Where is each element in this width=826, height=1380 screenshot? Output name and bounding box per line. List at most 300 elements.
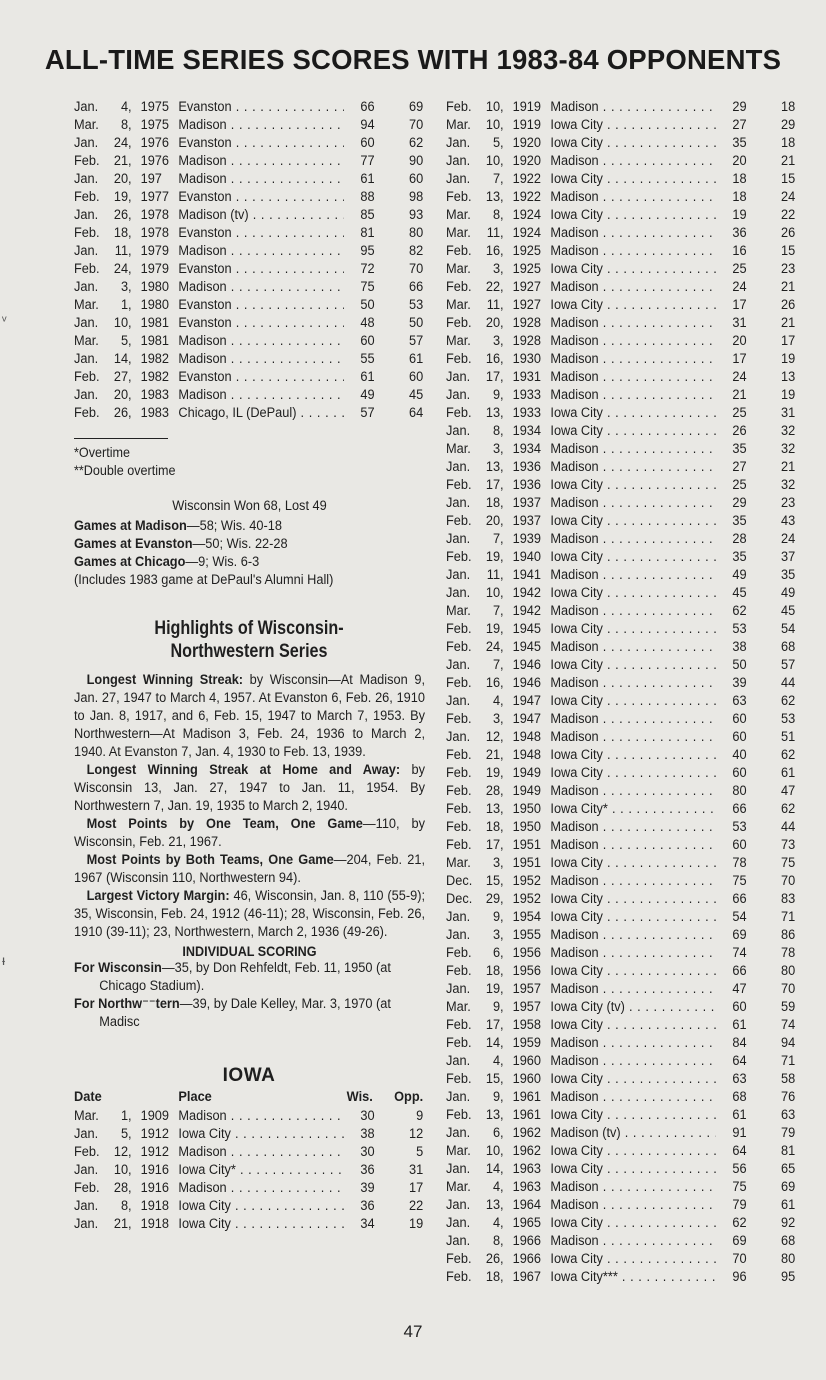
wisconsin-score: 94 xyxy=(344,116,375,134)
game-year: 1925 xyxy=(512,243,542,259)
game-day: 13, xyxy=(485,459,504,475)
score-row xyxy=(74,98,424,116)
highlight-most-points-one-team: Most Points by One Team, One Game—110, by Wisconsin, Feb. 21, 1967. xyxy=(74,816,425,850)
game-place: Madison . . . xyxy=(550,224,743,242)
score-row xyxy=(74,134,424,152)
game-place: Madison . . . xyxy=(550,152,743,170)
game-year: 1946 xyxy=(512,657,542,673)
game-year: 1909 xyxy=(140,1108,170,1124)
game-year: 1950 xyxy=(512,801,542,817)
game-month: Mar. xyxy=(446,117,471,133)
game-place: Madison . . . xyxy=(550,818,743,836)
wisconsin-score: 62 xyxy=(716,602,747,620)
score-row xyxy=(446,980,796,998)
opponent-score: 79 xyxy=(780,1125,796,1141)
footnote-overtime: *Overtime xyxy=(74,444,131,460)
wisconsin-score: 39 xyxy=(716,674,747,692)
game-month: Feb. xyxy=(446,315,472,331)
game-year: 1941 xyxy=(512,567,542,583)
game-place: Madison . . . xyxy=(178,386,371,404)
wisconsin-score: 53 xyxy=(716,818,747,836)
opponent-score: 45 xyxy=(780,603,796,619)
game-place: Madison . . . xyxy=(550,782,743,800)
game-year: 1965 xyxy=(512,1215,542,1231)
wisconsin-score: 60 xyxy=(716,728,747,746)
opponent-score: 74 xyxy=(780,1017,796,1033)
wisconsin-score: 61 xyxy=(344,170,375,188)
wisconsin-score: 39 xyxy=(344,1179,375,1197)
game-day: 19, xyxy=(485,621,504,637)
opponent-score: 90 xyxy=(408,153,424,169)
game-month: Jan. xyxy=(446,171,471,187)
game-month: Mar. xyxy=(446,999,471,1015)
game-year: 1931 xyxy=(512,369,542,385)
score-row xyxy=(446,260,796,278)
opponent-score: 61 xyxy=(408,351,424,367)
page-title: ALL-TIME SERIES SCORES WITH 1983-84 OPPONENTS xyxy=(44,44,782,75)
game-month: Jan. xyxy=(74,171,99,187)
opponent-score: 17 xyxy=(780,333,796,349)
game-year: 1916 xyxy=(140,1162,170,1178)
game-month: Mar. xyxy=(446,1179,471,1195)
game-day: 8, xyxy=(492,423,504,439)
game-year: 1927 xyxy=(512,279,542,295)
game-place: Iowa City . . . xyxy=(550,134,743,152)
score-row xyxy=(446,296,796,314)
score-row xyxy=(446,764,796,782)
game-month: Mar. xyxy=(446,297,471,313)
game-month: Jan. xyxy=(446,729,471,745)
game-day: 3, xyxy=(492,711,504,727)
opponent-score: 62 xyxy=(780,747,796,763)
game-day: 13, xyxy=(485,801,504,817)
opponent-score: 9 xyxy=(416,1108,424,1124)
game-place: Iowa City . . . xyxy=(550,1106,743,1124)
game-month: Feb. xyxy=(446,783,472,799)
game-month: Jan. xyxy=(446,387,471,403)
score-row xyxy=(446,1268,796,1286)
game-place: Iowa City . . . xyxy=(550,404,743,422)
chicago-note: (Includes 1983 game at DePaul's Alumni Hall) xyxy=(74,572,334,588)
opponent-score: 22 xyxy=(408,1198,424,1214)
game-day: 19, xyxy=(113,189,132,205)
game-year: 1961 xyxy=(512,1107,542,1123)
opponent-score: 50 xyxy=(408,315,424,331)
game-day: 5, xyxy=(492,135,504,151)
score-row xyxy=(74,1107,424,1125)
game-year: 1966 xyxy=(512,1233,542,1249)
game-year: 1956 xyxy=(512,945,542,961)
opponent-score: 35 xyxy=(780,567,796,583)
game-month: Mar. xyxy=(446,225,471,241)
opponent-score: 76 xyxy=(780,1089,796,1105)
game-year: 1916 xyxy=(140,1180,170,1196)
game-month: Dec. xyxy=(446,873,473,889)
wisconsin-score: 61 xyxy=(716,1016,747,1034)
game-month: Mar. xyxy=(446,1143,471,1159)
game-year: 1978 xyxy=(140,207,170,223)
game-place: Madison . . . xyxy=(550,674,743,692)
wisconsin-score: 25 xyxy=(716,476,747,494)
game-day: 9, xyxy=(492,387,504,403)
opponent-score: 61 xyxy=(780,1197,796,1213)
game-place: Evanston . . . xyxy=(178,134,371,152)
game-month: Jan. xyxy=(74,279,99,295)
game-month: Jan. xyxy=(74,1216,99,1232)
game-place: Madison . . . xyxy=(550,1196,743,1214)
game-year: 1928 xyxy=(512,315,542,331)
score-row xyxy=(446,152,796,170)
score-row xyxy=(74,206,424,224)
col-wis-header: Wis. xyxy=(346,1089,373,1105)
game-year: 1966 xyxy=(512,1251,542,1267)
game-place: Iowa City . . . xyxy=(550,1214,743,1232)
game-place: Iowa City* . . . xyxy=(178,1161,371,1179)
opponent-score: 81 xyxy=(780,1143,796,1159)
game-month: Jan. xyxy=(446,1215,471,1231)
score-row xyxy=(446,620,796,638)
game-month: Jan. xyxy=(446,657,471,673)
game-day: 21, xyxy=(113,1216,132,1232)
game-month: Jan. xyxy=(74,315,99,331)
game-place: Iowa City . . . xyxy=(550,206,743,224)
game-day: 12, xyxy=(113,1144,132,1160)
game-day: 12, xyxy=(485,729,504,745)
iowa-heading: IOWA xyxy=(222,1065,276,1086)
score-row xyxy=(446,458,796,476)
opponent-score: 32 xyxy=(780,441,796,457)
game-month: Feb. xyxy=(446,837,472,853)
game-day: 9, xyxy=(492,999,504,1015)
game-month: Jan. xyxy=(446,1233,471,1249)
score-row xyxy=(446,314,796,332)
opponent-score: 63 xyxy=(780,1107,796,1123)
score-row xyxy=(446,566,796,584)
game-day: 24, xyxy=(485,639,504,655)
score-row xyxy=(74,242,424,260)
highlight-most-points-both-teams: Most Points by Both Teams, One Game—204, Feb. 21, 1967 (Wisconsin 110, Northwestern 94). xyxy=(74,852,425,886)
highlight-home-away-streak: Longest Winning Streak at Home and Away: by Wisconsin 13, Jan. 27, 1947 to Jan. 11, 1954. By Northwestern 7, Jan. 19, 1935 to March 2, 1940. xyxy=(74,762,425,814)
wisconsin-score: 30 xyxy=(344,1143,375,1161)
game-place: Madison . . . xyxy=(550,188,743,206)
game-day: 16, xyxy=(485,675,504,691)
opponent-score: 21 xyxy=(780,279,796,295)
opponent-score: 78 xyxy=(780,945,796,961)
opponent-score: 23 xyxy=(780,495,796,511)
game-day: 20, xyxy=(113,387,132,403)
game-place: Iowa City . . . xyxy=(550,422,743,440)
opponent-score: 53 xyxy=(408,297,424,313)
wisconsin-score: 66 xyxy=(716,800,747,818)
game-month: Feb. xyxy=(446,1251,472,1267)
game-day: 14, xyxy=(485,1161,504,1177)
game-day: 10, xyxy=(485,117,504,133)
wisconsin-score: 57 xyxy=(344,404,375,422)
opponent-score: 83 xyxy=(780,891,796,907)
wisconsin-score: 18 xyxy=(716,170,747,188)
game-month: Jan. xyxy=(446,585,471,601)
opponent-score: 86 xyxy=(780,927,796,943)
game-month: Feb. xyxy=(74,1144,100,1160)
opponent-score: 17 xyxy=(408,1180,424,1196)
wisconsin-score: 78 xyxy=(716,854,747,872)
game-day: 3, xyxy=(492,261,504,277)
game-day: 18, xyxy=(485,1269,504,1285)
wisconsin-score: 60 xyxy=(716,764,747,782)
wisconsin-score: 28 xyxy=(716,530,747,548)
wisconsin-score: 50 xyxy=(344,296,375,314)
opponent-score: 44 xyxy=(780,675,796,691)
game-month: Feb. xyxy=(74,405,100,421)
game-place: Iowa City . . . xyxy=(550,116,743,134)
score-row xyxy=(446,656,796,674)
game-place: Madison . . . xyxy=(178,332,371,350)
wisconsin-score: 50 xyxy=(716,656,747,674)
game-year: 1956 xyxy=(512,963,542,979)
game-year: 1936 xyxy=(512,477,542,493)
opponent-score: 18 xyxy=(780,135,796,151)
game-place: Madison . . . xyxy=(550,602,743,620)
opponent-score: 13 xyxy=(780,369,796,385)
wisconsin-score: 56 xyxy=(716,1160,747,1178)
game-day: 11, xyxy=(486,225,504,241)
game-month: Feb. xyxy=(74,1180,100,1196)
score-row xyxy=(74,152,424,170)
game-day: 3, xyxy=(120,279,132,295)
margin-mark: ᵻ xyxy=(2,952,6,968)
wisconsin-score: 96 xyxy=(716,1268,747,1286)
wisconsin-score: 75 xyxy=(716,872,747,890)
game-month: Feb. xyxy=(446,675,472,691)
game-day: 3, xyxy=(492,441,504,457)
games-at-evanston: Games at Evanston—50; Wis. 22-28 xyxy=(74,536,288,552)
game-month: Feb. xyxy=(446,945,472,961)
game-place: Madison . . . xyxy=(178,1143,371,1161)
footnote-rule xyxy=(74,438,168,439)
score-row xyxy=(446,116,796,134)
game-year: 1940 xyxy=(512,549,542,565)
score-row xyxy=(446,350,796,368)
game-place: Iowa City . . . xyxy=(550,656,743,674)
game-year: 197 xyxy=(140,171,162,187)
game-place: Chicago, IL (DePaul) . . . xyxy=(178,404,371,422)
score-row xyxy=(446,278,796,296)
game-month: Feb. xyxy=(74,153,100,169)
game-day: 4, xyxy=(492,1179,504,1195)
game-month: Jan. xyxy=(446,567,471,583)
game-year: 1951 xyxy=(512,855,542,871)
game-place: Iowa City . . . xyxy=(550,1250,743,1268)
game-month: Feb. xyxy=(446,639,472,655)
opponent-score: 53 xyxy=(780,711,796,727)
opponent-score: 32 xyxy=(780,423,796,439)
wisconsin-score: 16 xyxy=(716,242,747,260)
individual-for-northwestern: For Northw⁻⁻tern—39, by Dale Kelley, Mar. 3, 1970 (at Madisc xyxy=(74,996,391,1030)
game-day: 26, xyxy=(113,405,132,421)
wisconsin-score: 64 xyxy=(716,1142,747,1160)
score-row xyxy=(446,404,796,422)
opponent-score: 71 xyxy=(780,909,796,925)
game-month: Feb. xyxy=(74,369,100,385)
northwestern-scores-table xyxy=(74,98,424,422)
game-day: 9, xyxy=(492,909,504,925)
col-place-header: Place xyxy=(178,1089,212,1105)
game-day: 11, xyxy=(114,243,132,259)
game-place: Iowa City . . . xyxy=(550,620,743,638)
game-day: 13, xyxy=(485,189,504,205)
game-year: 1957 xyxy=(512,999,542,1015)
wisconsin-score: 91 xyxy=(716,1124,747,1142)
game-month: Feb. xyxy=(74,225,100,241)
wisconsin-score: 49 xyxy=(716,566,747,584)
game-place: Madison . . . xyxy=(550,710,743,728)
game-day: 7, xyxy=(492,531,504,547)
game-place: Madison . . . xyxy=(178,1179,371,1197)
game-place: Iowa City . . . xyxy=(178,1197,371,1215)
opponent-score: 58 xyxy=(780,1071,796,1087)
opponent-score: 62 xyxy=(780,693,796,709)
wisconsin-score: 60 xyxy=(344,332,375,350)
score-row xyxy=(446,1160,796,1178)
score-row xyxy=(74,1161,424,1179)
opponent-score: 70 xyxy=(780,873,796,889)
game-place: Madison . . . xyxy=(550,1034,743,1052)
game-year: 1937 xyxy=(512,495,542,511)
game-year: 1959 xyxy=(512,1035,542,1051)
game-day: 3, xyxy=(492,927,504,943)
game-year: 1947 xyxy=(512,693,542,709)
score-row xyxy=(446,872,796,890)
game-day: 29, xyxy=(485,891,504,907)
opponent-score: 21 xyxy=(780,315,796,331)
wisconsin-score: 53 xyxy=(716,620,747,638)
game-month: Feb. xyxy=(446,243,472,259)
game-year: 1976 xyxy=(140,135,170,151)
game-year: 1918 xyxy=(140,1216,170,1232)
wisconsin-score: 19 xyxy=(716,206,747,224)
game-place: Madison . . . xyxy=(550,242,743,260)
game-place: Evanston . . . xyxy=(178,314,371,332)
game-place: Madison . . . xyxy=(550,350,743,368)
game-place: Iowa City . . . xyxy=(550,1160,743,1178)
game-year: 1950 xyxy=(512,819,542,835)
game-month: Mar. xyxy=(446,207,471,223)
score-row xyxy=(446,530,796,548)
game-place: Madison . . . xyxy=(550,1088,743,1106)
opponent-score: 93 xyxy=(408,207,424,223)
game-month: Feb. xyxy=(446,1269,472,1285)
game-day: 18, xyxy=(485,963,504,979)
wisconsin-score: 63 xyxy=(716,1070,747,1088)
opponent-score: 64 xyxy=(408,405,424,421)
game-place: Madison (tv) . . . xyxy=(178,206,371,224)
wisconsin-score: 60 xyxy=(344,134,375,152)
game-month: Feb. xyxy=(446,819,472,835)
game-year: 1946 xyxy=(512,675,542,691)
opponent-score: 75 xyxy=(780,855,796,871)
wisconsin-score: 34 xyxy=(344,1215,375,1233)
game-year: 1933 xyxy=(512,387,542,403)
wisconsin-score: 21 xyxy=(716,386,747,404)
game-month: Jan. xyxy=(446,1089,471,1105)
opponent-score: 73 xyxy=(780,837,796,853)
game-year: 1924 xyxy=(512,225,542,241)
opponent-score: 82 xyxy=(408,243,424,259)
game-month: Feb. xyxy=(74,261,100,277)
wisconsin-score: 40 xyxy=(716,746,747,764)
game-day: 13, xyxy=(485,1197,504,1213)
wisconsin-score: 54 xyxy=(716,908,747,926)
game-month: Feb. xyxy=(446,801,472,817)
game-month: Mar. xyxy=(74,117,99,133)
game-day: 19, xyxy=(485,765,504,781)
game-month: Feb. xyxy=(446,549,472,565)
game-place: Iowa City . . . xyxy=(550,854,743,872)
score-row xyxy=(446,926,796,944)
score-row xyxy=(446,818,796,836)
game-place: Iowa City . . . xyxy=(550,584,743,602)
game-day: 4, xyxy=(492,1215,504,1231)
game-day: 17, xyxy=(485,837,504,853)
opponent-score: 62 xyxy=(408,135,424,151)
game-day: 13, xyxy=(485,1107,504,1123)
score-row xyxy=(74,296,424,314)
game-month: Jan. xyxy=(74,1162,99,1178)
game-place: Evanston . . . xyxy=(178,224,371,242)
game-place: Madison . . . xyxy=(178,170,371,188)
game-place: Madison . . . xyxy=(550,980,743,998)
game-month: Jan. xyxy=(446,981,471,997)
game-place: Evanston . . . xyxy=(178,368,371,386)
game-day: 18, xyxy=(485,495,504,511)
wisconsin-score: 27 xyxy=(716,458,747,476)
score-row xyxy=(446,998,796,1016)
game-year: 1928 xyxy=(512,333,542,349)
score-row xyxy=(446,746,796,764)
games-at-chicago: Games at Chicago—9; Wis. 6-3 xyxy=(74,554,260,570)
game-place: Madison . . . xyxy=(550,368,743,386)
wisconsin-score: 68 xyxy=(716,1088,747,1106)
score-row xyxy=(74,1125,424,1143)
wisconsin-score: 64 xyxy=(716,1052,747,1070)
score-row xyxy=(446,728,796,746)
opponent-score: 54 xyxy=(780,621,796,637)
game-month: Feb. xyxy=(446,747,472,763)
wisconsin-score: 60 xyxy=(716,998,747,1016)
game-day: 1, xyxy=(120,1108,132,1124)
game-year: 1933 xyxy=(512,405,542,421)
game-year: 1945 xyxy=(512,621,542,637)
game-year: 1981 xyxy=(140,333,170,349)
game-day: 7, xyxy=(492,603,504,619)
game-year: 1963 xyxy=(512,1161,542,1177)
opponent-score: 45 xyxy=(408,387,424,403)
opponent-score: 94 xyxy=(780,1035,796,1051)
game-place: Evanston . . . xyxy=(178,260,371,278)
wisconsin-score: 72 xyxy=(344,260,375,278)
score-row xyxy=(74,332,424,350)
wisconsin-score: 69 xyxy=(716,926,747,944)
game-place: Iowa City . . . xyxy=(550,764,743,782)
game-place: Madison . . . xyxy=(550,638,743,656)
game-place: Madison . . . xyxy=(178,242,371,260)
game-place: Iowa City (tv) . . . xyxy=(550,998,743,1016)
score-row xyxy=(446,224,796,242)
game-day: 4, xyxy=(492,693,504,709)
game-month: Jan. xyxy=(446,1161,471,1177)
score-row xyxy=(446,1196,796,1214)
opponent-score: 80 xyxy=(780,963,796,979)
